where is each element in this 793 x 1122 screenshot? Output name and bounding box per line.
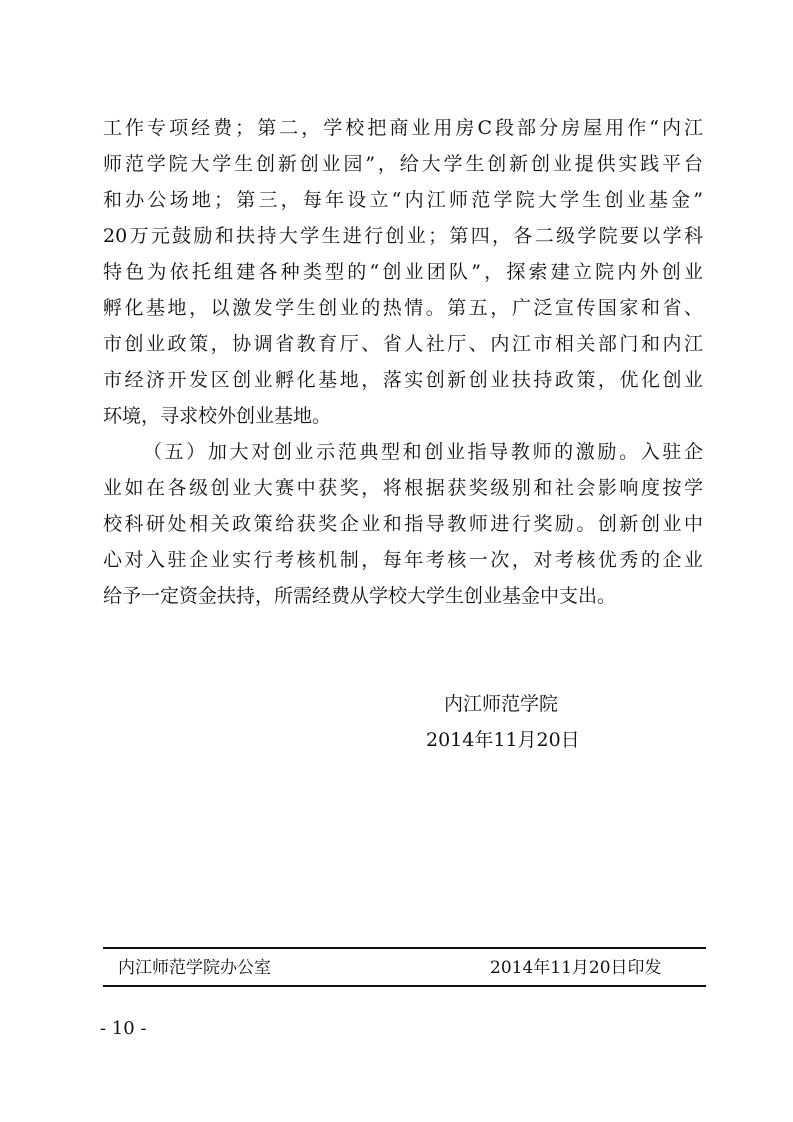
body-line-7: 市创业政策，协调省教育厅、省人社厅、内江市相关部门和内江 bbox=[103, 333, 703, 355]
body-line-9: 环境，寻求校外创业基地。 bbox=[103, 405, 332, 427]
body-line-10: （五）加大对创业示范典型和创业指导教师的激励。入驻企 bbox=[143, 441, 703, 463]
body-line-13: 心对入驻企业实行考核机制，每年考核一次，对考核优秀的企业 bbox=[103, 549, 703, 571]
body-line-3: 和办公场地；第三，每年设立“内江师范学院大学生创业基金” bbox=[103, 189, 703, 211]
signature-date: 2014年11月20日 bbox=[426, 729, 580, 751]
body-line-5: 特色为依托组建各种类型的“创业团队”，探索建立院内外创业 bbox=[103, 261, 703, 283]
page-number: - 10 - bbox=[100, 1018, 147, 1039]
body-line-2: 师范学院大学生创新创业园”，给大学生创新创业提供实践平台 bbox=[103, 153, 703, 175]
footer-top-rule bbox=[103, 947, 706, 949]
body-line-1: 工作专项经费；第二，学校把商业用房C段部分房屋用作“内江 bbox=[103, 117, 703, 139]
body-line-12: 校科研处相关政策给获奖企业和指导教师进行奖励。创新创业中 bbox=[103, 513, 703, 535]
footer-issue-date: 2014年11月20日印发 bbox=[490, 958, 662, 978]
footer-issuer: 内江师范学院办公室 bbox=[118, 958, 271, 978]
signature-organization: 内江师范学院 bbox=[444, 693, 559, 715]
footer-bottom-rule bbox=[103, 985, 706, 987]
body-line-6: 孵化基地，以激发学生创业的热情。第五，广泛宣传国家和省、 bbox=[103, 297, 703, 319]
body-line-11: 业如在各级创业大赛中获奖，将根据获奖级别和社会影响度按学 bbox=[103, 477, 703, 499]
body-line-8: 市经济开发区创业孵化基地，落实创新创业扶持政策，优化创业 bbox=[103, 369, 703, 391]
body-line-4: 20万元鼓励和扶持大学生进行创业；第四，各二级学院要以学科 bbox=[103, 225, 703, 247]
body-line-14: 给予一定资金扶持，所需经费从学校大学生创业基金中支出。 bbox=[103, 585, 617, 607]
